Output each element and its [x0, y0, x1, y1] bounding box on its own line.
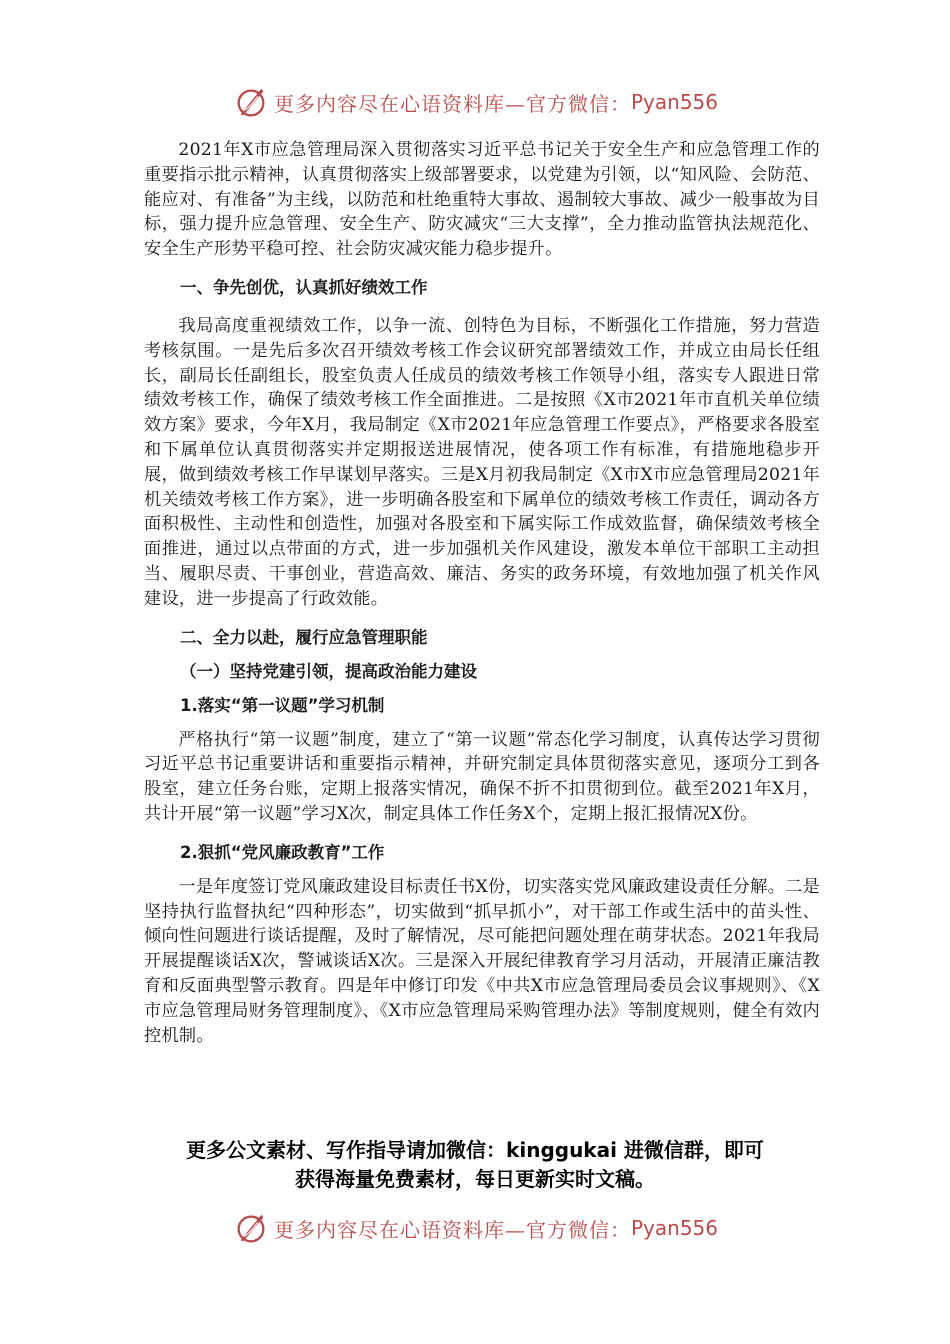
header-banner	[0, 82, 950, 122]
wechat-id: Pyan556	[630, 90, 718, 114]
item2-heading: 2.狠抓“党风廉政教育”工作	[180, 842, 385, 862]
wechat-id: Pyan556	[630, 1216, 718, 1240]
quill-pen-logo-icon	[232, 1209, 270, 1247]
banner-text: 更多内容尽在心语资料库—官方微信：	[273, 1217, 631, 1242]
section2-heading: 二、全力以赴，履行应急管理职能	[180, 627, 428, 647]
promo-text	[0, 1136, 950, 1194]
item1-heading: 1.落实“第一议题”学习机制	[180, 695, 385, 715]
document-body	[144, 138, 820, 1048]
promo-line-1: 更多公文素材、写作指导请加微信：kinggukai 进微信群，即可	[186, 1138, 764, 1162]
footer-banner	[0, 1208, 950, 1248]
subsection1-heading: （一）坚持党建引领，提高政治能力建设	[180, 661, 477, 681]
promo-line-2: 获得海量免费素材，每日更新实时文稿。	[295, 1167, 655, 1191]
section1-heading: 一、争先创优，认真抓好绩效工作	[180, 277, 428, 297]
item2-paragraph: 一是年度签订党风廉政建设目标责任书X份，切实落实党风廉政建设责任分解。二是坚持执行监督执纪“四种形态”，切实做到“抓早抓小”，对干部工作或生活中的苗头性、倾向性问题进行谈话提醒，及时了解情况，尽可能把问题处理在萌芽状态。2021年我局开展提醒谈话X次，警诫谈话X次。三是深入开展纪律教育学习月活动，开展清正廉洁教育和反面典型警示教育。四是年中修订印发《中共X市应急管理局委员会议事规则》、《X市应急管理局财务管理制度》、《X市应急管理局采购管理办法》等制度规则，健全有效内控机制。	[144, 876, 820, 1046]
quill-pen-logo-icon	[232, 83, 270, 121]
intro-paragraph: 2021年X市应急管理局深入贯彻落实习近平总书记关于安全生产和应急管理工作的重要指示批示精神，认真贯彻落实上级部署要求，以党建为引领，以“知风险、会防范、能应对、有准备”为主线，以防范和杜绝重特大事故、遏制较大事故、减少一般事故为目标，强力提升应急管理、安全生产、防灾减灾“三大支撑”，全力推动监管执法规范化、安全生产形势平稳可控、社会防灾减灾能力稳步提升。	[144, 140, 820, 260]
section1-paragraph: 我局高度重视绩效工作，以争一流、创特色为目标，不断强化工作措施，努力营造考核氛围。一是先后多次召开绩效考核工作会议研究部署绩效工作，并成立由局长任组长，副局长任副组长，股室负责人任成员的绩效考核工作领导小组，落实专人跟进日常绩效考核工作，确保了绩效考核工作全面推进。二是按照《X市2021年市直机关单位绩效方案》要求，今年X月，我局制定《X市2021年应急管理工作要点》，严格要求各股室和下属单位认真贯彻落实并定期报送进展情况，使各项工作有标准，有措施地稳步开展，做到绩效考核工作早谋划早落实。三是X月初我局制定《X市X市应急管理局2021年机关绩效考核工作方案》，进一步明确各股室和下属单位的绩效考核工作责任，调动各方面积极性、主动性和创造性，加强对各股室和下属实际工作成效监督，确保绩效考核全面推进，通过以点带面的方式，进一步加强机关作风建设，激发本单位干部职工主动担当、履职尽责、干事创业，营造高效、廉洁、务实的政务环境，有效地加强了机关作风建设，进一步提高了行政效能。	[144, 315, 820, 609]
item1-paragraph: 严格执行“第一议题”制度，建立了“第一议题”常态化学习制度，认真传达学习贯彻习近平总书记重要讲话和重要指示精神，并研究制定具体贯彻落实意见，逐项分工到各股室，建立任务台账，定期上报落实情况，确保不折不扣贯彻到位。截至2021年X月，共计开展“第一议题”学习X次，制定具体工作任务X个，定期上报汇报情况X份。	[144, 729, 820, 824]
banner-text: 更多内容尽在心语资料库—官方微信：	[273, 91, 631, 116]
